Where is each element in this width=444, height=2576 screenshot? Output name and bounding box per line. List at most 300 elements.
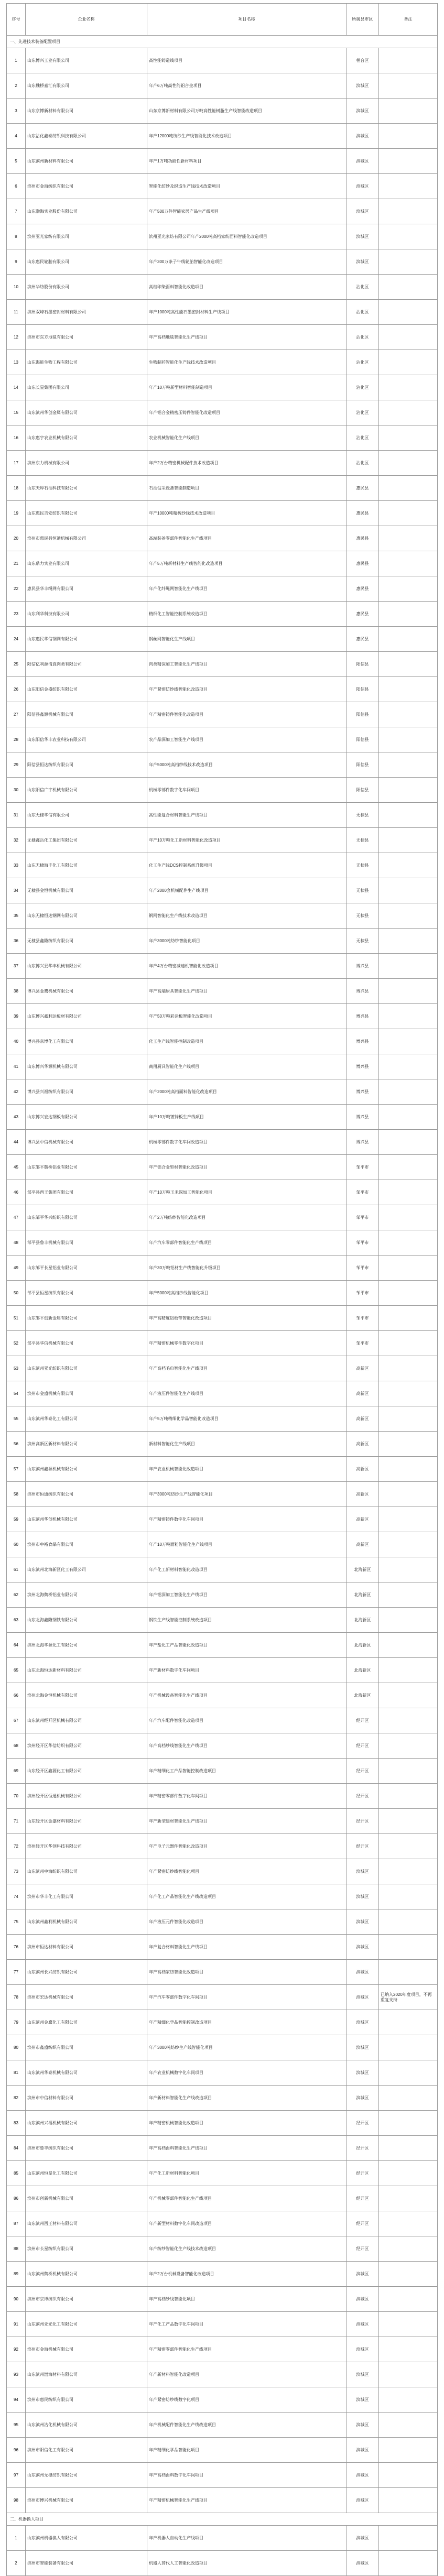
cell-project: 年产5000吨高档纱线智能化项目 xyxy=(147,1281,346,1306)
cell-company: 滨州北海华源化工有限公司 xyxy=(26,1633,147,1658)
cell-company: 山东经开区金盛材料有限公司 xyxy=(26,1809,147,1834)
table-row xyxy=(7,1960,438,1985)
cell-note xyxy=(379,1281,438,1306)
cell-project: 高端装备零部件智能化生产线项目 xyxy=(147,526,346,551)
cell-city: 无棣县 xyxy=(346,929,379,954)
cell-city: 高新区 xyxy=(346,1457,379,1482)
cell-company: 山东滨州华泰化工有限公司 xyxy=(26,1406,147,1432)
cell-note xyxy=(379,1331,438,1356)
cell-seq: 82 xyxy=(7,2086,26,2111)
table-row xyxy=(7,300,438,325)
cell-project: 年产3000吨纺纱智能化项目 xyxy=(147,929,346,954)
cell-note xyxy=(379,2287,438,2312)
cell-company: 山东博兴宏达钢板有限公司 xyxy=(26,1105,147,1130)
cell-note xyxy=(379,124,438,149)
cell-seq: 20 xyxy=(7,526,26,551)
cell-project: 石油钻采设备智能制造项目 xyxy=(147,476,346,501)
cell-seq: 43 xyxy=(7,1105,26,1130)
cell-company: 滨州北海金恒机械有限公司 xyxy=(26,1683,147,1708)
cell-city: 滨城区 xyxy=(346,2060,379,2086)
cell-city: 高新区 xyxy=(346,1482,379,1507)
cell-city: 滨城区 xyxy=(346,2387,379,2413)
cell-company: 山东鼎力实业有限公司 xyxy=(26,551,147,576)
section-header-row xyxy=(7,2513,438,2526)
cell-note xyxy=(379,652,438,677)
cell-project: 年产新材料数字化车间项目 xyxy=(147,1658,346,1683)
cell-city: 滨城区 xyxy=(346,2526,379,2551)
cell-project: 年产农业机械智能化改造项目 xyxy=(147,1457,346,1482)
cell-seq: 10 xyxy=(7,275,26,300)
cell-project: 年产10万吨新型材料智能制造项目 xyxy=(147,375,346,400)
cell-city: 滨城区 xyxy=(346,1960,379,1985)
cell-company: 山东惠民轮胎有限公司 xyxy=(26,249,147,275)
cell-note xyxy=(379,2337,438,2362)
table-row xyxy=(7,275,438,300)
cell-project: 年产高端厨具智能化生产线项目 xyxy=(147,979,346,1004)
cell-company: 山东邹平创新金属有限公司 xyxy=(26,1306,147,1331)
cell-seq: 41 xyxy=(7,1054,26,1079)
cell-note xyxy=(379,903,438,929)
cell-city: 北海新区 xyxy=(346,1658,379,1683)
cell-project: 年产高档家纺智能化改造项目 xyxy=(147,1960,346,1985)
table-row xyxy=(7,2060,438,2086)
cell-note xyxy=(379,174,438,199)
table-row xyxy=(7,702,438,727)
cell-seq: 79 xyxy=(7,2010,26,2035)
section-title: 一、先进技术装备配置项目 xyxy=(7,36,438,48)
table-row xyxy=(7,1205,438,1230)
table-row xyxy=(7,1079,438,1105)
cell-company: 山东阳信金盛纺织有限公司 xyxy=(26,677,147,702)
cell-city: 北海新区 xyxy=(346,1633,379,1658)
cell-company: 山东京博新材料有限公司 xyxy=(26,99,147,124)
cell-company: 滨州市金海机械有限公司 xyxy=(26,2337,147,2362)
cell-project: 年产紧密纺纱线智能化改造项目 xyxy=(147,677,346,702)
cell-seq: 97 xyxy=(7,2463,26,2488)
header-seq: 序号 xyxy=(7,4,26,36)
cell-city: 邹平市 xyxy=(346,1180,379,1205)
cell-project: 生物制药智能化生产线技术改造项目 xyxy=(147,350,346,375)
table-row xyxy=(7,2186,438,2211)
cell-seq: 83 xyxy=(7,2111,26,2136)
table-row xyxy=(7,1784,438,1809)
cell-seq: 71 xyxy=(7,1809,26,1834)
cell-seq: 70 xyxy=(7,1784,26,1809)
cell-city: 滨城区 xyxy=(346,2362,379,2387)
cell-note xyxy=(379,1004,438,1029)
table-row xyxy=(7,2010,438,2035)
cell-seq: 68 xyxy=(7,1733,26,1759)
cell-note xyxy=(379,2060,438,2086)
cell-project: 年产高精度铝板带智能化改造项目 xyxy=(147,1306,346,1331)
cell-city: 经开区 xyxy=(346,1759,379,1784)
cell-city: 博兴县 xyxy=(346,1130,379,1155)
cell-city: 沾化区 xyxy=(346,325,379,350)
cell-seq: 9 xyxy=(7,249,26,275)
cell-company: 山东渤海实业股份有限公司 xyxy=(26,199,147,224)
cell-city: 滨城区 xyxy=(346,1985,379,2010)
cell-note xyxy=(379,1884,438,1909)
cell-project: 年产化工新材料智能化改造项目 xyxy=(147,1557,346,1582)
table-row xyxy=(7,1759,438,1784)
cell-project: 年产高档面料数字化车间项目 xyxy=(147,2463,346,2488)
cell-seq: 2 xyxy=(7,73,26,99)
cell-seq: 87 xyxy=(7,2211,26,2236)
cell-city: 经开区 xyxy=(346,2211,379,2236)
cell-seq: 30 xyxy=(7,778,26,803)
cell-note xyxy=(379,2086,438,2111)
cell-city: 滨城区 xyxy=(346,2086,379,2111)
cell-city: 沾化区 xyxy=(346,425,379,451)
table-row xyxy=(7,828,438,853)
cell-city: 滨城区 xyxy=(346,124,379,149)
cell-seq: 67 xyxy=(7,1708,26,1733)
cell-seq: 63 xyxy=(7,1608,26,1633)
cell-city: 经开区 xyxy=(346,2161,379,2186)
cell-seq: 58 xyxy=(7,1482,26,1507)
cell-seq: 36 xyxy=(7,929,26,954)
cell-project: 年产2万吨纺纱智能化改造项目 xyxy=(147,1205,346,1230)
cell-city: 博兴县 xyxy=(346,1004,379,1029)
table-row xyxy=(7,1909,438,1935)
cell-seq: 11 xyxy=(7,300,26,325)
cell-seq: 4 xyxy=(7,124,26,149)
table-row xyxy=(7,2387,438,2413)
cell-note xyxy=(379,1432,438,1457)
cell-note xyxy=(379,2111,438,2136)
cell-seq: 27 xyxy=(7,702,26,727)
table-row xyxy=(7,1381,438,1406)
cell-note xyxy=(379,2387,438,2413)
cell-project: 年产化工新材料智能化项目 xyxy=(147,2161,346,2186)
table-row xyxy=(7,1356,438,1381)
cell-seq: 35 xyxy=(7,903,26,929)
table-row xyxy=(7,929,438,954)
cell-project: 年产纺纱智能化生产线技术改造项目 xyxy=(147,2236,346,2262)
cell-company: 滨州市创新机械有限公司 xyxy=(26,2186,147,2211)
cell-company: 山东北海鑫隆钢铁有限公司 xyxy=(26,1608,147,1633)
table-row xyxy=(7,1230,438,1256)
cell-note xyxy=(379,2526,438,2551)
cell-company: 滨州市鑫盛纺织有限公司 xyxy=(26,2035,147,2060)
cell-note xyxy=(379,1784,438,1809)
cell-company: 博兴县中信机械有限公司 xyxy=(26,1130,147,1155)
cell-seq: 75 xyxy=(7,1909,26,1935)
cell-city: 经开区 xyxy=(346,1784,379,1809)
cell-note xyxy=(379,1683,438,1708)
cell-seq: 56 xyxy=(7,1432,26,1457)
cell-city: 博兴县 xyxy=(346,1079,379,1105)
cell-seq: 77 xyxy=(7,1960,26,1985)
cell-seq: 1 xyxy=(7,48,26,73)
cell-project: 高档印染面料智能化改造项目 xyxy=(147,275,346,300)
cell-city: 经开区 xyxy=(346,1708,379,1733)
cell-project: 年产2000套机械配件生产线项目 xyxy=(147,878,346,903)
cell-note xyxy=(379,350,438,375)
cell-city: 滨城区 xyxy=(346,2312,379,2337)
cell-note xyxy=(379,2211,438,2236)
cell-company: 山东滨州华创机械有限公司 xyxy=(26,1507,147,1532)
cell-seq: 90 xyxy=(7,2287,26,2312)
cell-seq: 48 xyxy=(7,1230,26,1256)
cell-note xyxy=(379,878,438,903)
cell-city: 北海新区 xyxy=(346,1683,379,1708)
cell-city: 邹平市 xyxy=(346,1155,379,1180)
cell-city: 沾化区 xyxy=(346,300,379,325)
cell-project: 山东京博新材料有限公司万吨高性能树脂生产线智能改造项目 xyxy=(147,99,346,124)
cell-company: 山东滨州鑫利机械有限公司 xyxy=(26,1909,147,1935)
cell-note xyxy=(379,1935,438,1960)
cell-company: 滨州市惠民纺织有限公司 xyxy=(26,2387,147,2413)
cell-seq: 2 xyxy=(7,2551,26,2576)
cell-seq: 85 xyxy=(7,2161,26,2186)
table-row xyxy=(7,1683,438,1708)
cell-note xyxy=(379,400,438,425)
cell-city: 沾化区 xyxy=(346,451,379,476)
cell-note xyxy=(379,677,438,702)
cell-city: 滨城区 xyxy=(346,224,379,249)
section-header-row xyxy=(7,36,438,48)
cell-city: 滨城区 xyxy=(346,1859,379,1884)
cell-seq: 25 xyxy=(7,652,26,677)
table-row xyxy=(7,602,438,627)
cell-project: 钢网智能化生产线技术改造项目 xyxy=(147,903,346,929)
cell-note xyxy=(379,1733,438,1759)
cell-note xyxy=(379,2262,438,2287)
table-row xyxy=(7,1733,438,1759)
table-row xyxy=(7,2438,438,2463)
cell-project: 钢丝网智能化生产线项目 xyxy=(147,627,346,652)
cell-company: 滨州亚光家纺有限公司 xyxy=(26,224,147,249)
cell-project: 年产铝深加工智能化生产线项目 xyxy=(147,1582,346,1608)
cell-company: 山东邹平魏桥铝业有限公司 xyxy=(26,1155,147,1180)
cell-note xyxy=(379,828,438,853)
cell-project: 年产铝合金型材智能化改造项目 xyxy=(147,1155,346,1180)
cell-note xyxy=(379,1130,438,1155)
cell-note xyxy=(379,1582,438,1608)
cell-company: 滨州市恒通纺织有限公司 xyxy=(26,1482,147,1507)
cell-seq: 23 xyxy=(7,602,26,627)
cell-project: 年产新型材料数字化车间改造项目 xyxy=(147,2211,346,2236)
cell-company: 滨州市东方地毯有限公司 xyxy=(26,325,147,350)
cell-company: 山东无棣华信有限公司 xyxy=(26,803,147,828)
cell-company: 博兴县金鹰机械有限公司 xyxy=(26,979,147,1004)
cell-company: 邹平县华信机械有限公司 xyxy=(26,1331,147,1356)
cell-company: 山东惠民吉安纺织有限公司 xyxy=(26,501,147,526)
cell-city: 桓台区 xyxy=(346,48,379,73)
table-row xyxy=(7,778,438,803)
cell-seq: 28 xyxy=(7,727,26,752)
cell-company: 山东滨州沾化机械有限公司 xyxy=(26,2413,147,2438)
cell-project: 机械零部件数字化车间项目 xyxy=(147,778,346,803)
table-row xyxy=(7,677,438,702)
cell-project: 年产机械设备智能化生产线项目 xyxy=(147,1683,346,1708)
cell-company: 山东魏桥嘉汇有限公司 xyxy=(26,73,147,99)
table-row xyxy=(7,1658,438,1683)
cell-company: 滨州市鲁丰纺织有限公司 xyxy=(26,2136,147,2161)
cell-seq: 47 xyxy=(7,1205,26,1230)
cell-seq: 5 xyxy=(7,149,26,174)
cell-seq: 12 xyxy=(7,325,26,350)
table-row xyxy=(7,249,438,275)
table-row xyxy=(7,2086,438,2111)
cell-project: 年产10万吨化工新材料智能化改造项目 xyxy=(147,828,346,853)
table-row xyxy=(7,2161,438,2186)
table-row xyxy=(7,73,438,99)
cell-city: 北海新区 xyxy=(346,1608,379,1633)
cell-company: 滨州市智能装备有限公司 xyxy=(26,2551,147,2576)
cell-project: 高性能铸造线项目 xyxy=(147,48,346,73)
cell-city: 沾化区 xyxy=(346,400,379,425)
cell-project: 农产品深加工智能生产线项目 xyxy=(147,727,346,752)
cell-note xyxy=(379,627,438,652)
cell-seq: 62 xyxy=(7,1582,26,1608)
cell-seq: 40 xyxy=(7,1029,26,1054)
cell-project: 年产3000吨纺纱生产线智能化项目 xyxy=(147,2035,346,2060)
cell-note xyxy=(379,501,438,526)
cell-project: 智能化纺纱及织造生产线技术改造项目 xyxy=(147,174,346,199)
cell-project: 化工生产线智能控制改造项目 xyxy=(147,1029,346,1054)
cell-seq: 46 xyxy=(7,1180,26,1205)
cell-city: 惠民县 xyxy=(346,476,379,501)
cell-company: 山东滨州鑫源机械有限公司 xyxy=(26,1457,147,1482)
cell-note xyxy=(379,99,438,124)
cell-project: 农业机械智能化生产线项目 xyxy=(147,425,346,451)
cell-project: 年产精密铸件数字化车间项目 xyxy=(147,1507,346,1532)
table-row xyxy=(7,2337,438,2362)
table-row xyxy=(7,149,438,174)
cell-city: 博兴县 xyxy=(346,1029,379,1054)
cell-note xyxy=(379,2161,438,2186)
cell-company: 阳信县恒达纺织有限公司 xyxy=(26,752,147,778)
cell-project: 年产精细化学品智能化项目 xyxy=(147,2438,346,2463)
cell-company: 滨州经开区华信纺织有限公司 xyxy=(26,1733,147,1759)
cell-city: 高新区 xyxy=(346,1432,379,1457)
cell-company: 山东海能生物工程有限公司 xyxy=(26,350,147,375)
table-row xyxy=(7,1582,438,1608)
cell-note xyxy=(379,551,438,576)
cell-note xyxy=(379,1809,438,1834)
cell-company: 山东滨州经开区机械有限公司 xyxy=(26,1708,147,1733)
cell-note xyxy=(379,778,438,803)
projects-table xyxy=(6,3,438,2576)
cell-note xyxy=(379,1457,438,1482)
cell-seq: 34 xyxy=(7,878,26,903)
cell-city: 无棣县 xyxy=(346,853,379,878)
cell-project: 机械零部件数字化车间改造项目 xyxy=(147,1130,346,1155)
cell-seq: 78 xyxy=(7,1985,26,2010)
cell-seq: 21 xyxy=(7,551,26,576)
table-row xyxy=(7,576,438,602)
cell-seq: 74 xyxy=(7,1884,26,1909)
cell-seq: 15 xyxy=(7,400,26,425)
cell-company: 滨州经开区恒通机械有限公司 xyxy=(26,1784,147,1809)
table-row xyxy=(7,2211,438,2236)
table-row xyxy=(7,1633,438,1658)
cell-project: 年产5万吨新材料生产线智能化改造项目 xyxy=(147,551,346,576)
cell-seq: 24 xyxy=(7,627,26,652)
cell-seq: 61 xyxy=(7,1557,26,1582)
table-row xyxy=(7,2312,438,2337)
cell-seq: 60 xyxy=(7,1532,26,1557)
table-row xyxy=(7,1105,438,1130)
cell-project: 年产精密机械零件数字化项目 xyxy=(147,1331,346,1356)
cell-city: 高新区 xyxy=(346,1406,379,1432)
cell-company: 滨州经开区华创科技有限公司 xyxy=(26,1834,147,1859)
table-row xyxy=(7,199,438,224)
cell-company: 山东阳信华丰农业科技有限公司 xyxy=(26,727,147,752)
cell-city: 北海新区 xyxy=(346,1557,379,1582)
cell-project: 年产精密机械智能化改造项目 xyxy=(147,2111,346,2136)
cell-project: 年产盐化工产品智能化改造项目 xyxy=(147,1633,346,1658)
cell-note xyxy=(379,425,438,451)
cell-note xyxy=(379,853,438,878)
cell-company: 滨州市阳信化工有限公司 xyxy=(26,2438,147,2463)
cell-note xyxy=(379,2186,438,2211)
cell-note xyxy=(379,375,438,400)
cell-city: 经开区 xyxy=(346,1733,379,1759)
cell-seq: 14 xyxy=(7,375,26,400)
cell-seq: 95 xyxy=(7,2413,26,2438)
cell-seq: 37 xyxy=(7,954,26,979)
cell-note xyxy=(379,2413,438,2438)
cell-company: 滨州市恒达材料有限公司 xyxy=(26,1935,147,1960)
cell-note xyxy=(379,954,438,979)
table-body xyxy=(7,36,438,2576)
table-row xyxy=(7,727,438,752)
cell-note xyxy=(379,1306,438,1331)
table-row xyxy=(7,2551,438,2576)
cell-project: 年产液压元件智能化改造项目 xyxy=(147,1909,346,1935)
cell-company: 山东邹平长星铝业有限公司 xyxy=(26,1256,147,1281)
table-row xyxy=(7,2362,438,2387)
cell-note xyxy=(379,2236,438,2262)
cell-project: 年产铝合金精密压铸件智能化改造项目 xyxy=(147,400,346,425)
cell-city: 无棣县 xyxy=(346,878,379,903)
cell-note xyxy=(379,752,438,778)
cell-city: 滨城区 xyxy=(346,1884,379,1909)
cell-seq: 8 xyxy=(7,224,26,249)
cell-city: 邹平市 xyxy=(346,1306,379,1331)
cell-city: 沾化区 xyxy=(346,375,379,400)
cell-company: 山东滨州兴福机械有限公司 xyxy=(26,2111,147,2136)
cell-company: 山东经开区鑫源化工有限公司 xyxy=(26,1759,147,1784)
cell-company: 邹平县鲁丰机械有限公司 xyxy=(26,1230,147,1256)
cell-city: 惠民县 xyxy=(346,576,379,602)
table-row xyxy=(7,400,438,425)
cell-project: 年产汽车零部件数字化车间项目 xyxy=(147,1985,346,2010)
cell-city: 高新区 xyxy=(346,1381,379,1406)
cell-note xyxy=(379,1230,438,1256)
cell-project: 年产精密铸件智能化改造项目 xyxy=(147,702,346,727)
cell-note xyxy=(379,1256,438,1281)
cell-seq: 55 xyxy=(7,1406,26,1432)
cell-company: 邹平县恒星纺织有限公司 xyxy=(26,1281,147,1306)
table-row xyxy=(7,99,438,124)
cell-city: 滨城区 xyxy=(346,2488,379,2513)
table-row xyxy=(7,1834,438,1859)
table-row xyxy=(7,2413,438,2438)
cell-note xyxy=(379,73,438,99)
table-row xyxy=(7,2262,438,2287)
cell-seq: 26 xyxy=(7,677,26,702)
cell-company: 山东沾化鑫泰纺织科技有限公司 xyxy=(26,124,147,149)
table-row xyxy=(7,1859,438,1884)
cell-company: 山东滨州无棣纺织有限公司 xyxy=(26,2463,147,2488)
cell-project: 钢铁生产线智能控制系统改造项目 xyxy=(147,1608,346,1633)
cell-seq: 93 xyxy=(7,2362,26,2387)
cell-company: 滨州市博兴机械有限公司 xyxy=(26,2488,147,2513)
